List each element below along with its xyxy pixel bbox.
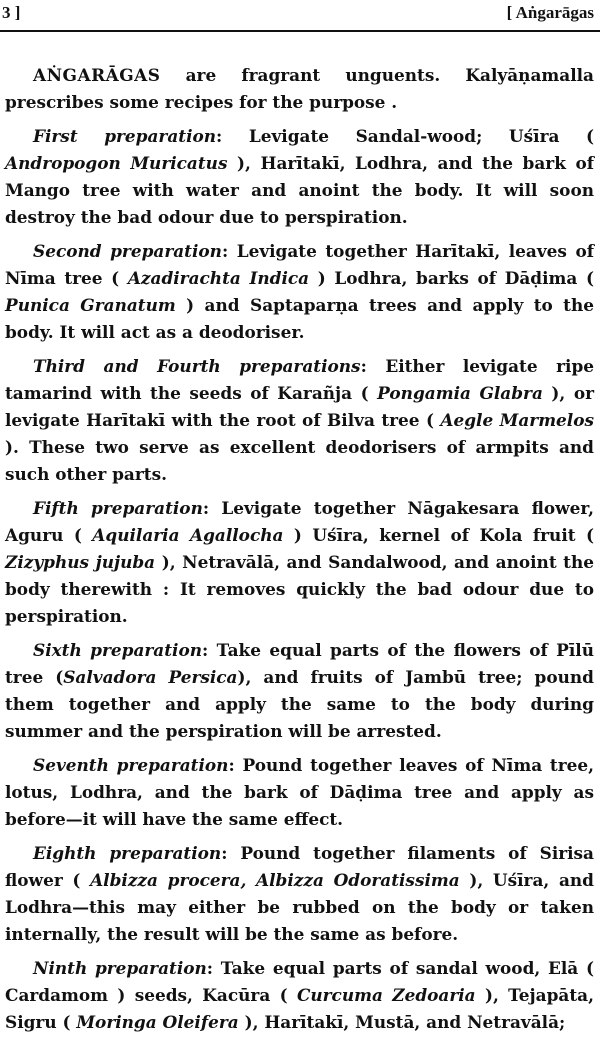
paragraph-second-preparation	[5, 238, 594, 346]
preparation-heading: Sixth preparation	[33, 640, 202, 660]
page-number: 3 ]	[2, 3, 21, 22]
botanical-name: Punica Granatum	[5, 295, 176, 315]
botanical-name: Azadirachta Indica	[127, 268, 310, 288]
paragraph-sixth-preparation	[5, 637, 594, 745]
preparation-heading: Seventh preparation	[33, 755, 229, 775]
running-title: [ Aṅgarāgas	[506, 3, 594, 22]
botanical-name: Pongamia Glabra	[377, 383, 543, 403]
paragraph-third-fourth-preparations	[5, 353, 594, 488]
paragraph-seventh-preparation	[5, 752, 594, 833]
paragraph-text: ) Lodhra, barks of Dāḍima (	[309, 268, 594, 288]
preparation-heading: Ninth preparation	[33, 958, 207, 978]
paragraph-first-preparation	[5, 123, 594, 231]
paragraph-text: : Levigate Sandal-wood; Uśīra (	[216, 126, 594, 146]
lead-word: AṄGARĀGAS	[33, 65, 161, 85]
preparation-heading: Eighth preparation	[33, 843, 222, 863]
preparation-heading: Second preparation	[33, 241, 222, 261]
body-text	[5, 62, 594, 1036]
paragraph-text: : Pound together filaments of Sirisa flower (	[5, 843, 594, 890]
botanical-name: Andropogon Muricatus	[5, 153, 228, 173]
paragraph-text: : Take equal parts of sandal wood, Elā ( Cardamom ) seeds, Kacūra (	[5, 958, 594, 1005]
botanical-name: Aegle Marmelos	[440, 410, 595, 430]
paragraph-fifth-preparation	[5, 495, 594, 630]
paragraph-text: : Levigate together Harītakī, leaves of Nīma tree (	[5, 241, 594, 288]
paragraph-text: ), Uśīra, and Lodhra—this may either be rubbed on the body or taken internally, the result will be the same as before.	[5, 870, 594, 944]
paragraph-text: ). These two serve as excellent deodorisers of armpits and such other parts.	[5, 437, 594, 484]
paragraph-text: ) and Saptaparṇa trees and apply to the body. It will act as a deodoriser.	[5, 295, 595, 342]
paragraph-text: ), Harītakī, Mustā, and Netravālā;	[238, 1012, 566, 1032]
botanical-name: Curcuma Zedoaria	[296, 985, 476, 1005]
paragraph-text: ), Harītakī, Lodhra, and the bark of Mango tree with water and anoint the body. It will soon destroy the bad odour due to perspiration.	[5, 153, 594, 227]
botanical-name: Albizza procera, Albizza Odoratissima	[90, 870, 460, 890]
preparation-heading: Third and Fourth preparations	[33, 356, 361, 376]
paragraph-text: ), Tejapāta, Sigru (	[5, 985, 594, 1032]
botanical-name: Salvadora Persica	[63, 667, 238, 687]
page-header	[0, 0, 600, 32]
paragraph-text: : Pound together leaves of Nīma tree, lotus, Lodhra, and the bark of Dāḍima tree and apply as before—it will have the same effect.	[5, 755, 594, 829]
botanical-name: Zizyphus jujuba	[5, 552, 156, 572]
preparation-heading: Fifth preparation	[33, 498, 203, 518]
paragraph-text: ), and fruits of Jambū tree; pound them together and apply the same to the body during summer and the perspiration will be arrested.	[5, 667, 594, 741]
paragraph-intro	[5, 62, 594, 116]
paragraph-ninth-preparation	[5, 955, 594, 1036]
botanical-name: Moringa Oleifera	[76, 1012, 239, 1032]
preparation-heading: First preparation	[33, 126, 217, 146]
paragraph-text: : Either levigate ripe tamarind with the seeds of Karañja (	[5, 356, 595, 403]
paragraph-text: are fragrant unguents. Kalyāṇamalla prescribes some recipes for the purpose .	[5, 65, 594, 112]
paragraph-text: : Take equal parts of the flowers of Pīlū tree (	[5, 640, 594, 687]
paragraph-text: ) Uśīra, kernel of Kola fruit (	[283, 525, 594, 545]
paragraph-eighth-preparation	[5, 840, 594, 948]
paragraph-text: ), or levigate Harītakī with the root of Bilva tree (	[5, 383, 594, 430]
botanical-name: Aquilaria Agallocha	[92, 525, 284, 545]
paragraph-text: ), Netravālā, and Sandalwood, and anoint the body therewith : It removes quickly the bad odour due to perspiration.	[5, 552, 595, 626]
paragraph-text: : Levigate together Nāgakesara flower, Aguru (	[5, 498, 594, 545]
